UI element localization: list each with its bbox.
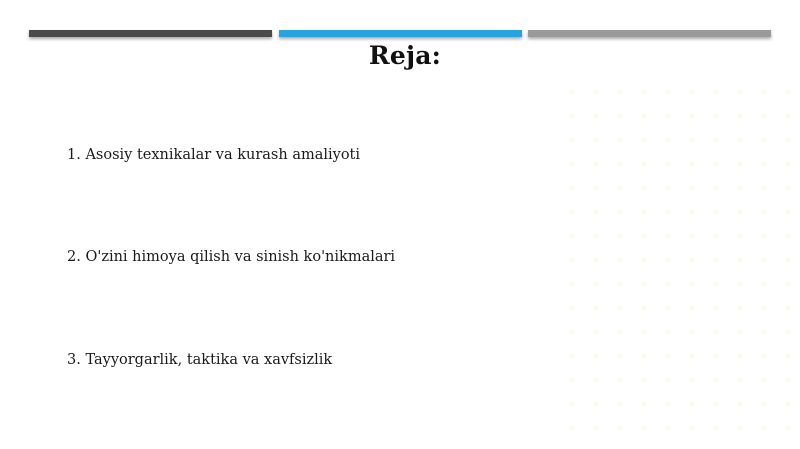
decorative-dot-pattern xyxy=(560,80,800,449)
plan-item-3: 3. Tayyorgarlik, taktika va xavfsizlik xyxy=(67,352,333,368)
header-accent-bars xyxy=(29,30,771,38)
slide-title: Reja: xyxy=(368,41,442,70)
accent-bar-blue xyxy=(279,30,522,37)
accent-bar-gray xyxy=(528,30,771,37)
plan-item-2: 2. O'zini himoya qilish va sinish ko'nikmalari xyxy=(67,249,396,265)
plan-item-1: 1. Asosiy texnikalar va kurash amaliyoti xyxy=(67,147,361,163)
accent-bar-dark xyxy=(29,30,272,37)
